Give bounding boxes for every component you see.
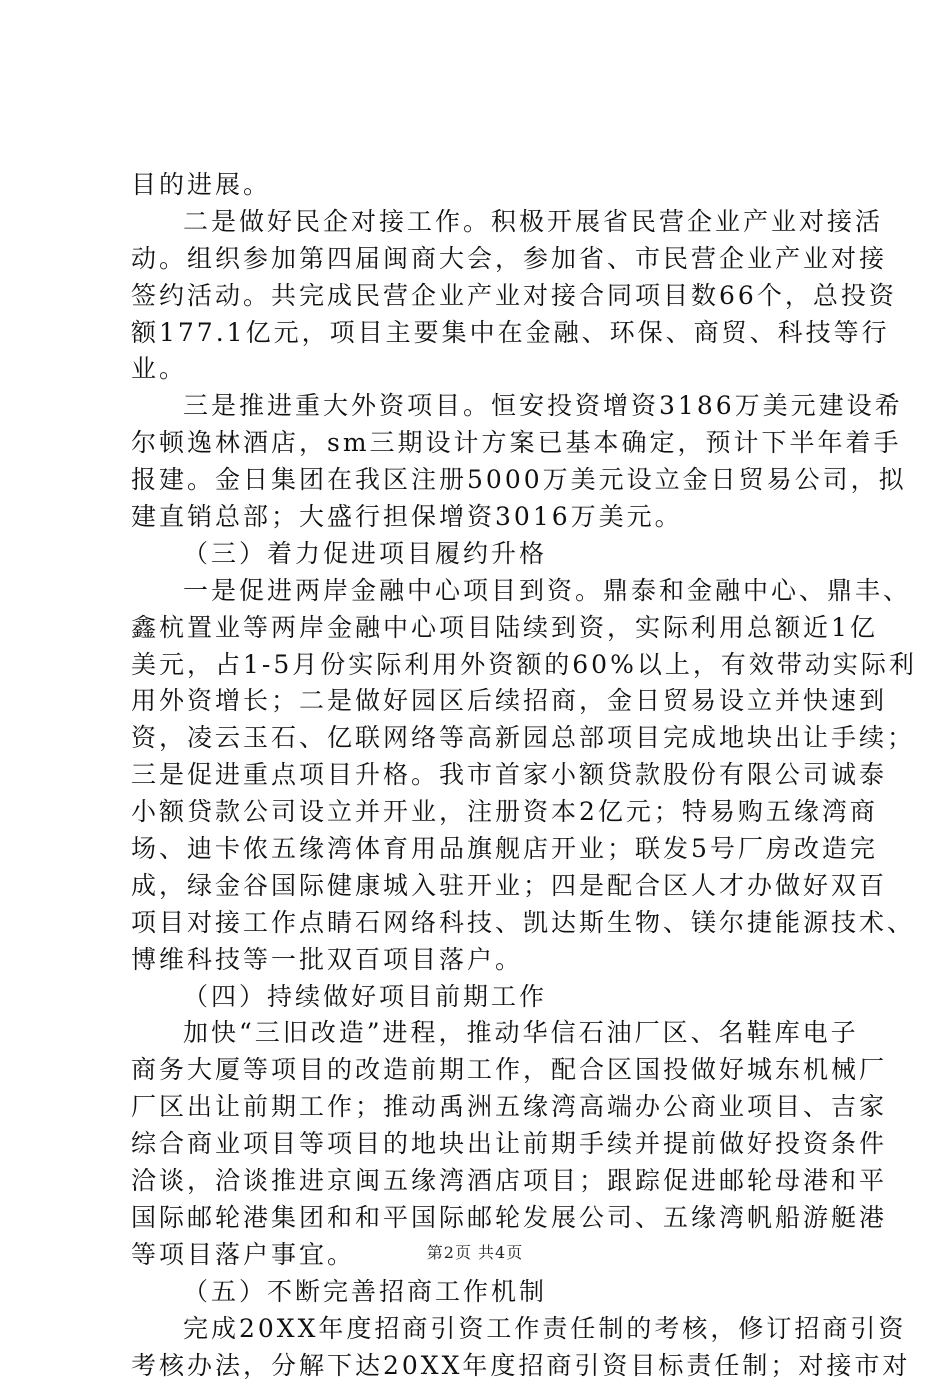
text-line: 三是促进重点项目升格。我市首家小额贷款股份有限公司诚泰 (131, 757, 824, 794)
text-line: 报建。金日集团在我区注册5000万美元设立金日贸易公司，拟 (131, 462, 824, 499)
text-line: 考核办法，分解下达20XX年度招商引资目标责任制；对接市对 (131, 1348, 824, 1384)
text-line: 业。 (131, 351, 824, 388)
text-line: 等项目落户事宜。 (131, 1237, 824, 1274)
text-line: 完成20XX年度招商引资工作责任制的考核，修订招商引资 (131, 1311, 824, 1348)
text-line: 商务大厦等项目的改造前期工作，配合区国投做好城东机械厂 (131, 1052, 824, 1089)
text-line: 小额贷款公司设立并开业，注册资本2亿元；特易购五缘湾商 (131, 794, 824, 831)
text-line: （三）着力促进项目履约升格 (131, 536, 824, 573)
text-line: 二是做好民企对接工作。积极开展省民营企业产业对接活 (131, 204, 824, 241)
text-line: 国际邮轮港集团和和平国际邮轮发展公司、五缘湾帆船游艇港 (131, 1200, 824, 1237)
text-line: 签约活动。共完成民营企业产业对接合同项目数66个，总投资 (131, 278, 824, 315)
text-line: 洽谈，洽谈推进京闽五缘湾酒店项目；跟踪促进邮轮母港和平 (131, 1163, 824, 1200)
text-line: 目的进展。 (131, 167, 824, 204)
text-line: 厂区出让前期工作；推动禹洲五缘湾高端办公商业项目、吉家 (131, 1089, 824, 1126)
text-line: 额177.1亿元，项目主要集中在金融、环保、商贸、科技等行 (131, 315, 824, 352)
text-line: （五）不断完善招商工作机制 (131, 1274, 824, 1311)
text-line: 综合商业项目等项目的地块出让前期手续并提前做好投资条件 (131, 1126, 824, 1163)
text-line: 美元，占1-5月份实际利用外资额的60%以上，有效带动实际利 (131, 647, 824, 684)
document-body (131, 167, 824, 1384)
text-line: 尔顿逸林酒店，sm三期设计方案已基本确定，预计下半年着手 (131, 425, 824, 462)
text-line: 一是促进两岸金融中心项目到资。鼎泰和金融中心、鼎丰、 (131, 573, 824, 610)
text-line: 博维科技等一批双百项目落户。 (131, 942, 824, 979)
text-line: 用外资增长；二是做好园区后续招商，金日贸易设立并快速到 (131, 683, 824, 720)
text-line: （四）持续做好项目前期工作 (131, 979, 824, 1016)
page-number-footer: 第2页 共4页 (0, 1240, 950, 1263)
text-line: 项目对接工作点睛石网络科技、凯达斯生物、镁尔捷能源技术、 (131, 905, 824, 942)
text-line: 资，凌云玉石、亿联网络等高新园总部项目完成地块出让手续； (131, 720, 824, 757)
text-line: 鑫杭置业等两岸金融中心项目陆续到资，实际利用总额近1亿 (131, 610, 824, 647)
text-line: 建直销总部；大盛行担保增资3016万美元。 (131, 499, 824, 536)
text-line: 成，绿金谷国际健康城入驻开业；四是配合区人才办做好双百 (131, 868, 824, 905)
text-line: 三是推进重大外资项目。恒安投资增资3186万美元建设希 (131, 388, 824, 425)
text-line: 场、迪卡侬五缘湾体育用品旗舰店开业；联发5号厂房改造完 (131, 831, 824, 868)
text-line: 加快“三旧改造”进程，推动华信石油厂区、名鞋库电子 (131, 1015, 824, 1052)
text-line: 动。组织参加第四届闽商大会，参加省、市民营企业产业对接 (131, 241, 824, 278)
